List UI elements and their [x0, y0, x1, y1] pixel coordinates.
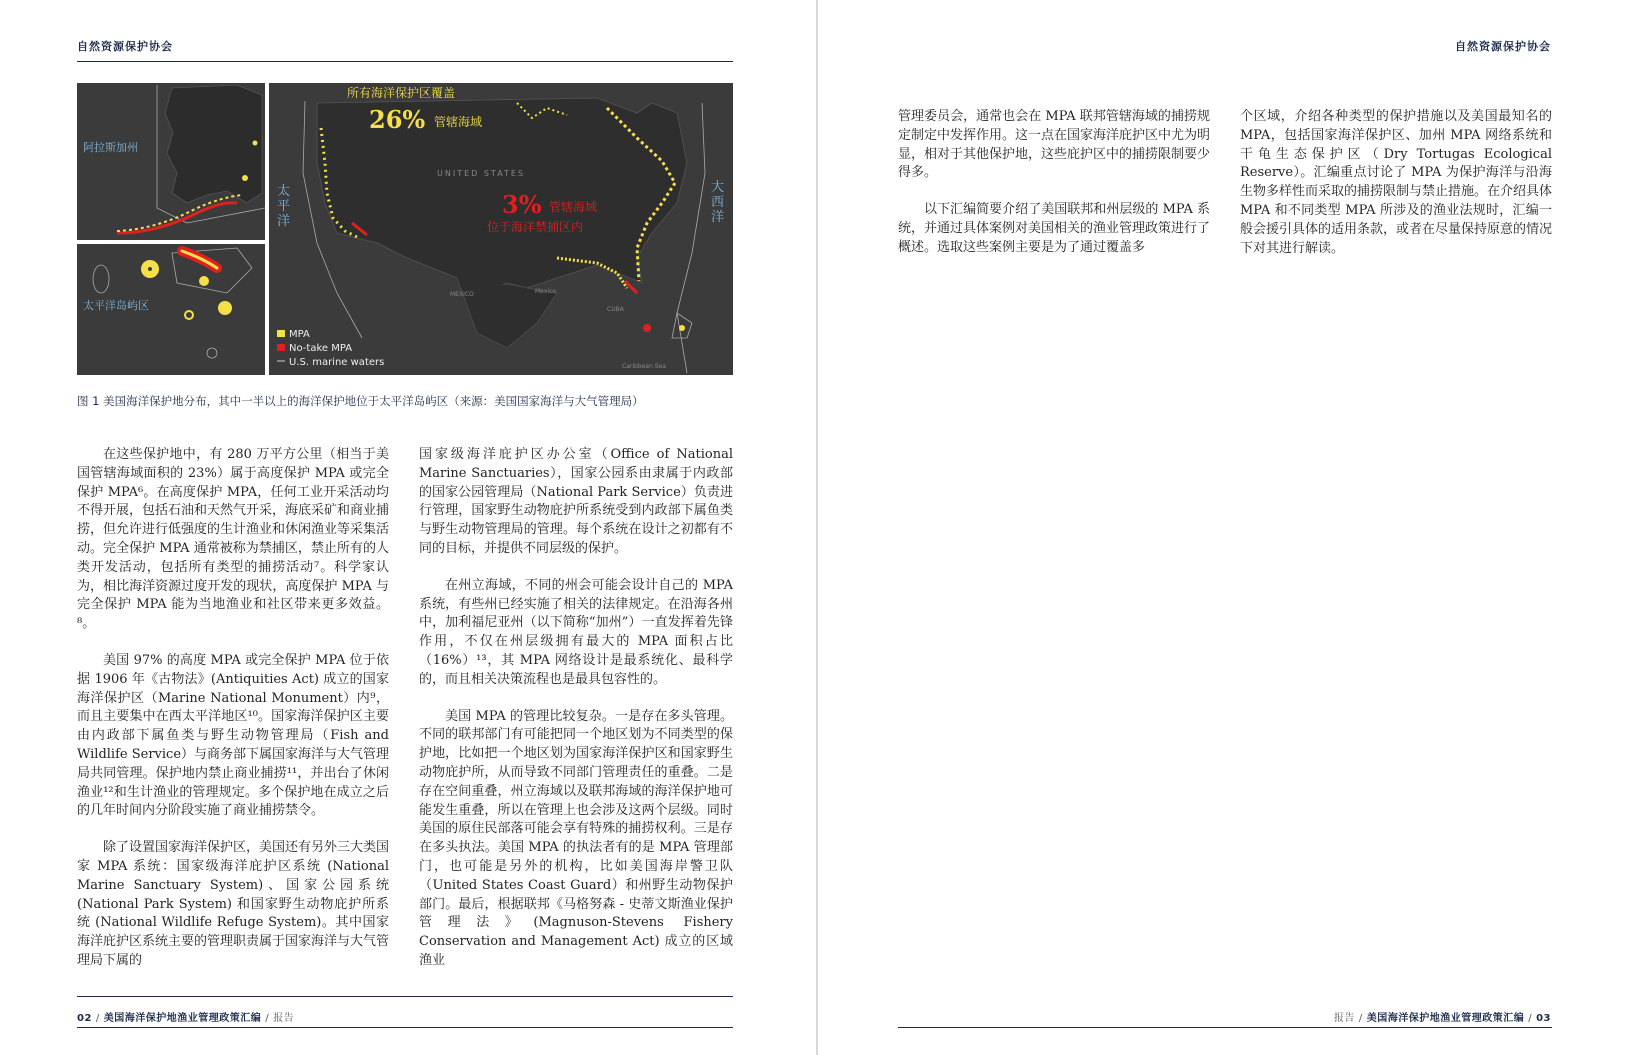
- footer-rule-bottom: [898, 1027, 1552, 1028]
- paragraph: 管理委员会，通常也会在 MPA 联邦管辖海域的捕捞规定制定中发挥作用。这一点在国家海洋庇护区中尤为明显，相对于其他保护地，这些庇护区中的捕捞限制要少得多。: [898, 109, 1211, 181]
- map-label-cuba: CUBA: [607, 306, 624, 313]
- legend-mpa: MPA: [289, 329, 310, 340]
- page-number: 03: [1536, 1013, 1551, 1024]
- left-page-column-1: [77, 446, 389, 971]
- us-mpa-map-figure: [77, 83, 733, 375]
- legend-swatch-notake: [277, 344, 285, 351]
- org-name: 自然资源保护协会: [77, 40, 173, 53]
- map-label-mexico2: Mexico: [535, 288, 556, 295]
- footer-sep: /: [265, 1013, 270, 1024]
- header-rule: [77, 61, 733, 62]
- map-svg: [77, 83, 733, 375]
- org-name: 自然资源保护协会: [1455, 40, 1551, 53]
- footer-rule-top: [77, 996, 733, 997]
- paragraph: 美国 97% 的高度 MPA 或完全保护 MPA 位于依据 1906 年《古物法》(Antiquities Act) 成立的国家海洋保护区（Marine National Monument）内⁹，而且主要集中在西太平洋地区¹⁰。国家海洋保护区主要由内政部下属鱼类与野生动物管理局（Fish and Wildlife Service）与商务部下属国家海洋与大气管理局共同管理。保护地内禁止商业捕捞¹¹，并出台了休闲渔业¹²和生计渔业的管理规定。多个保护地在成立之后的几年时间内分阶段实施了商业捕捞禁令。: [77, 652, 390, 819]
- pacific-label: 太平洋: [277, 184, 291, 229]
- map-label-mexico: MEXICO: [450, 291, 474, 298]
- all-mpa-label: 所有海洋保护区覆盖: [347, 86, 456, 100]
- paragraph: 美国 MPA 的管理比较复杂。一是存在多头管理。不同的联邦部门有可能把同一个地区划为不同类型的保护地，比如把一个地区划为国家海洋保护区和国家野生动物庇护所，从而导致不同部门管理责任的重叠。二是存在空间重叠，州立海域以及联邦海域的海洋保护地可能发生重叠，所以在管理上也会涉及这两个层级。同时美国的原住民部落可能会享有特殊的捕捞权利。三是存在多头执法。美国 MPA 的执法者有的是 MPA 管理部门，也可能是另外的机构，比如美国海岸警卫队（United States Coast Guard）和州野生动物保护部门。最后，根据联邦《马格努森 - 史蒂文斯渔业保护管理法》(Magnuson-Stevens Fishery Conservation and Management Act) 成立的区域渔业: [419, 708, 733, 968]
- paragraph: 个区域，介绍各种类型的保护措施以及美国最知名的 MPA，包括国家海洋保护区、加州 MPA 网络系统和干龟生态保护区（Dry Tortugas Ecological Reserve）。汇编重点讨论了 MPA 为保护海洋与沿海生物多样性而采取的捕捞限制与禁止措施。在介绍具体 MPA 和不同类型 MPA 所涉及的渔业法规时，汇编一般会援引具体的适用条款，或者在尽量保持原意的情况下对其进行解读。: [1240, 109, 1553, 256]
- atlantic-label: 大西洋: [711, 180, 725, 225]
- pct3-label2: 位于海洋禁捕区内: [487, 220, 584, 234]
- page-number: 02: [77, 1013, 92, 1024]
- paragraph: 在这些保护地中，有 280 万平方公里（相当于美国管辖海域面积的 23%）属于高度保护 MPA 或完全保护 MPA⁶。在高度保护 MPA，任何工业开采活动均不得开展，包括石油和天然气开采，海底采矿和商业捕捞，但允许进行低强度的生计渔业和休闲渔业等采集活动。完全保护 MPA 通常被称为禁捕区，禁止所有的人类开发活动，包括所有类型的捕捞活动⁷。科学家认为，相比海洋资源过度开发的现状，高度保护 MPA 与完全保护 MPA 能为当地渔业和社区带来更多效益。⁸。: [77, 447, 390, 632]
- pct3-label1: 管辖海域: [549, 200, 598, 214]
- left-footer: [77, 1009, 294, 1024]
- right-page: [818, 0, 1631, 1055]
- pct-26: 26%: [369, 105, 426, 134]
- footer-section: 报告: [1333, 1013, 1355, 1024]
- right-page-column-1: [898, 108, 1210, 258]
- paragraph: 除了设置国家海洋保护区，美国还有另外三大类国家 MPA 系统：国家级海洋庇护区系统 (National Marine Sanctuary System)、国家公园系统 (National Park System) 和国家野生动物庇护所系统 (National Wildlife Refuge System)。其中国家海洋庇护区系统主要的管理职责属于国家海洋与大气管理局下属的: [77, 840, 390, 968]
- legend-waters: U.S. marine waters: [289, 357, 385, 368]
- right-footer: [1334, 1009, 1551, 1024]
- legend-swatch-mpa: [277, 330, 285, 337]
- footer-sep: /: [1528, 1013, 1533, 1024]
- paragraph: 国家级海洋庇护区办公室（Office of National Marine Sanctuaries），国家公园系由隶属于内政部的国家公园管理局（National Park Service）负责进行管理，国家野生动物庇护所系统受到内政部下属鱼类与野生动物管理局的管理。每个系统在设计之初都有不同的目标，并提供不同层级的保护。: [419, 447, 733, 556]
- footer-title: 美国海洋保护地渔业管理政策汇编: [103, 1013, 262, 1024]
- figure-caption: 图 1 美国海洋保护地分布，其中一半以上的海洋保护地位于太平洋岛屿区（来源：美国国家海洋与大气管理局）: [77, 394, 644, 408]
- pct-3: 3%: [502, 190, 542, 219]
- right-page-column-2: [1240, 108, 1552, 258]
- footer-title: 美国海洋保护地渔业管理政策汇编: [1366, 1013, 1525, 1024]
- map-label-caribbean: Caribbean Sea: [622, 363, 666, 370]
- jurisdiction-label: 管辖海域: [434, 115, 483, 129]
- pacific-islands-label: 太平洋岛屿区: [83, 299, 149, 312]
- paragraph: 在州立海域，不同的州会可能会设计自己的 MPA 系统，有些州已经实施了相关的法律规定。在沿海各州中，加利福尼亚州（以下简称“加州”）一直发挥着先锋作用，不仅在州层级拥有最大的 MPA 面积占比（16%）¹³，其 MPA 网络设计是最系统化、最科学的，而且相关决策流程也是最具包容性的。: [419, 577, 733, 687]
- legend-notake: No-take MPA: [289, 343, 353, 354]
- footer-rule-bottom: [77, 1027, 733, 1028]
- paragraph: 以下汇编简要介绍了美国联邦和州层级的 MPA 系统，并通过具体案例对美国相关的渔业管理政策进行了概述。选取这些案例主要是为了通过覆盖多: [898, 202, 1211, 255]
- alaska-label: 阿拉斯加州: [83, 141, 138, 154]
- footer-sep: /: [1358, 1013, 1363, 1024]
- left-page-column-2: [419, 446, 733, 971]
- footer-section: 报告: [273, 1013, 295, 1024]
- map-label-us: UNITED STATES: [437, 169, 526, 178]
- footer-sep: /: [95, 1013, 100, 1024]
